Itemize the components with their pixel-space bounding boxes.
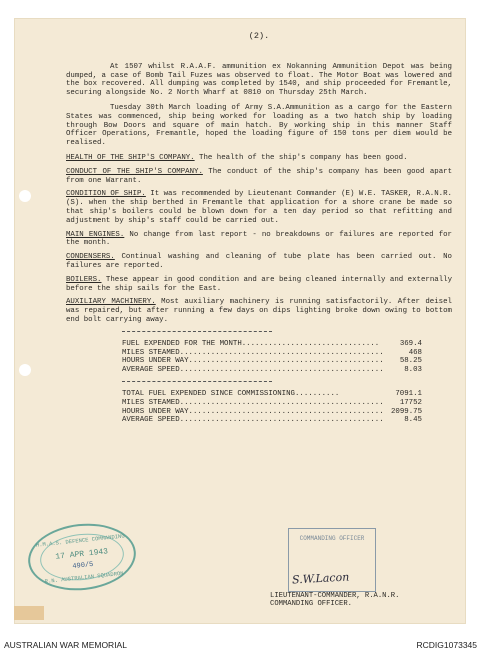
stats-row	[122, 357, 422, 366]
section-heading: CONDENSERS.	[66, 253, 115, 262]
punch-hole	[19, 190, 31, 202]
stamp-date: 17 APR 1943	[55, 547, 109, 562]
stats-label: HOURS UNDER WAY............................................	[122, 357, 384, 366]
stats-row	[122, 390, 422, 399]
report-section	[66, 253, 452, 271]
report-section	[66, 190, 452, 225]
section-body: It was recommended by Lieutenant Commander (E) W.E. TASKER, R.A.N.R.(S). when the ship berthed in Fremantle that application for a shore crane be made so that ship's boilers could be blown down for a ten day period so that refitting and adjustment by ship's staff could be carried out.	[66, 190, 452, 225]
stats-value: 8.45	[404, 416, 422, 425]
stats-label: AVERAGE SPEED..............................................	[122, 416, 384, 425]
stats-label: MILES STEAMED..............................................	[122, 398, 384, 407]
stats-row	[122, 416, 422, 425]
section-heading: AUXILIARY MACHINERY.	[66, 298, 156, 307]
report-sections	[66, 154, 452, 325]
footer-id: RCDIG1073345	[416, 640, 477, 650]
stats-row	[122, 349, 422, 358]
archive-footer	[0, 636, 481, 654]
stats-value: 17752	[399, 398, 422, 407]
section-heading: HEALTH OF THE SHIP'S COMPANY.	[66, 153, 195, 162]
page-tear	[14, 606, 44, 620]
report-section	[66, 231, 452, 249]
stats-label: AVERAGE SPEED..............................................	[122, 366, 384, 375]
section-body: The health of the ship's company has been good.	[194, 153, 408, 162]
stats-row	[122, 399, 422, 408]
month-stats-table	[122, 340, 422, 375]
section-heading: MAIN ENGINES.	[66, 230, 125, 239]
stats-value: 468	[408, 348, 422, 357]
stamp-bottom-text: R.N. AUSTRALIAN SQUADRON	[44, 569, 124, 586]
stats-label: TOTAL FUEL EXPENDED SINCE COMMISSIONING..........	[122, 389, 340, 398]
stats-value: 369.4	[399, 339, 422, 348]
stats-value: 7091.1	[395, 389, 422, 398]
footer-source: AUSTRALIAN WAR MEMORIAL	[4, 640, 127, 650]
section-body: No change from last report - no breakdowns or failures are reported for the month.	[66, 230, 452, 248]
stamp-title: COMMANDING OFFICER	[299, 535, 365, 542]
signature-block	[270, 592, 399, 609]
section-body: Continual washing and cleaning of tube plate has been carried out. No failures are reported.	[66, 253, 452, 270]
signature: S.W.Lacon	[291, 570, 350, 587]
document-text	[66, 32, 452, 425]
signature-title: COMMANDING OFFICER.	[270, 600, 352, 609]
stats-value: 58.25	[399, 357, 422, 366]
stats-row	[122, 408, 422, 417]
total-stats-table	[122, 390, 422, 425]
stats-row	[122, 340, 422, 349]
paragraph-dumping: At 1507 whilst R.A.A.F. ammunition ex Nokanning Ammunition Depot was being dumped, a case of Bomb Tail Fuzes was observed to float. The Motor Boat was lowered and the box recovered. All dumping was completed by 1540, and ship proceeded for Fremantle, securing alongside No. 2 North Wharf at 0810 on Thursday 25th March.	[66, 62, 452, 98]
stamp-number: 490/5	[72, 560, 94, 572]
section-heading: CONDUCT OF THE SHIP'S COMPANY.	[66, 167, 203, 176]
page-number: (2).	[248, 31, 270, 41]
divider	[122, 381, 272, 382]
stats-label: FUEL EXPENDED FOR THE MONTH...............................	[122, 339, 380, 348]
stats-value: 8.03	[404, 366, 422, 375]
punch-hole	[19, 364, 31, 376]
section-heading: BOILERS.	[66, 275, 102, 284]
stamp-top-text: H.M.A.S. DEFENCE COMMANDING	[35, 532, 125, 549]
report-section	[66, 154, 452, 163]
section-body: Most auxiliary machinery is running satisfactorily. After deisel was repaired, but after running a few days on dips lighting broke down owing to bottom end bolt carrying away.	[66, 298, 452, 324]
report-section	[66, 276, 452, 294]
section-body: The conduct of the ship's company has been good apart from one Warrant.	[66, 167, 453, 185]
report-section	[66, 168, 452, 186]
section-heading: CONDITION OF SHIP.	[66, 190, 146, 199]
stats-row	[122, 366, 422, 375]
signature-rank: LIEUTENANT-COMMANDER, R.A.N.R.	[270, 592, 400, 600]
stats-value: 2099.75	[390, 407, 422, 416]
section-body: These appear in good condition and are being cleaned internally and externally before the ship sails for the East.	[66, 275, 452, 293]
report-section	[66, 298, 452, 324]
divider	[122, 331, 272, 332]
stats-label: MILES STEAMED..............................................	[122, 348, 384, 357]
paragraph-loading: Tuesday 30th March loading of Army S.A.Ammunition as a cargo for the Eastern States was commenced, ship being worked for loading as a two hatch ship by loading through Bow Doors and square of main hatch. By working ship in this manner Staff Officer Operations, Fremantle, hoped the loading figure of 150 tons per diem would be realised.	[66, 103, 452, 148]
stats-label: HOURS UNDER WAY............................................	[122, 407, 384, 416]
